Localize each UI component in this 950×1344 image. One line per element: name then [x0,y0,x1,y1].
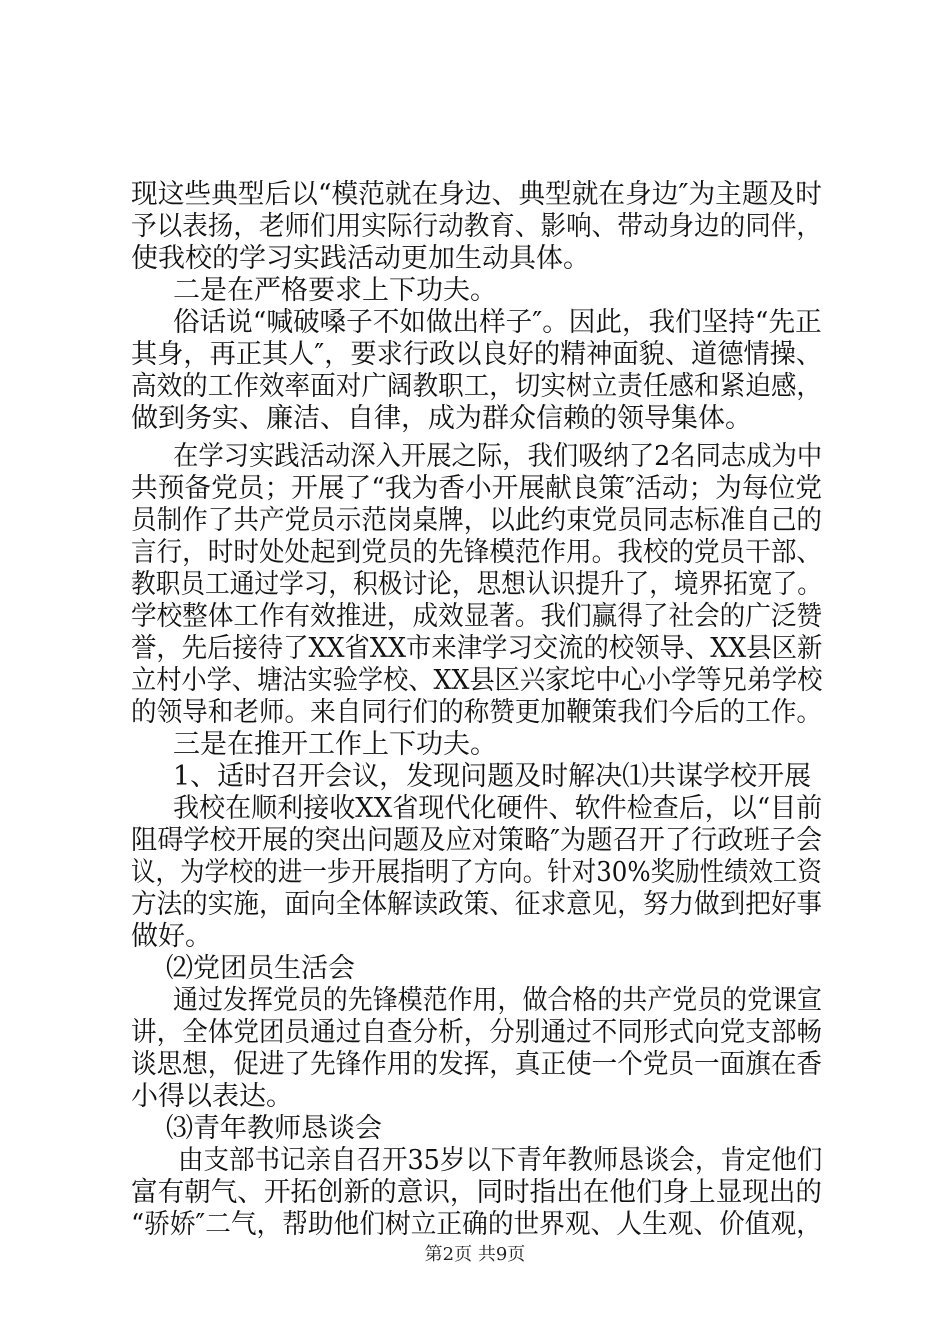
text-line: 小得以表达。 [131,1081,293,1112]
text-line: 做到务实、廉洁、自律，成为群众信赖的领导集体。 [131,403,752,434]
paragraph-start: 由支部书记亲自召开35岁以下青年教师恳谈会，肯定他们 [178,1145,823,1176]
text-line: 教职员工通过学习，积极讨论，思想认识提升了，境界拓宽了。 [131,569,822,600]
text-line: 富有朝气、开拓创新的意识，同时指出在他们身上显现出的 [131,1177,822,1208]
text-line: 言行，时时处处起到党员的先锋模范作用。我校的党员干部、 [131,537,823,568]
text-line: 使我校的学习实践活动更加生动具体。 [131,243,590,274]
paragraph-start: 在学习实践活动深入开展之际，我们吸纳了2名同志成为中 [173,441,823,472]
text-line: 员制作了共产党员示范岗桌牌，以此约束党员同志标准自己的 [131,505,823,536]
text-line: 讲，全体党团员通过自查分析，分别通过不同形式向党支部畅 [131,1017,823,1048]
section-heading: 三是在推开工作上下功夫。 [173,729,497,760]
section-heading: 二是在严格要求上下功夫。 [173,275,497,306]
subsection-heading: ⑵党团员生活会 [166,953,355,984]
subsection-heading: 1、适时召开会议，发现问题及时解决⑴共谋学校开展 [173,761,812,792]
text-line: 议，为学校的进一步开展指明了方向。针对30%奖励性绩效工资 [131,857,822,888]
paragraph-start: 俗话说“喊破嗓子不如做出样子″。因此，我们坚持“先正 [173,307,822,338]
text-line: 予以表扬，老师们用实际行动教育、影响、带动身边的同伴， [131,211,823,242]
text-line: 方法的实施，面向全体解读政策、征求意见，努力做到把好事 [131,889,823,920]
text-line: 阻碍学校开展的突出问题及应对策略″为题召开了行政班子会 [131,825,823,856]
text-line: 做好。 [131,921,212,952]
text-line: “骄娇″二气，帮助他们树立正确的世界观、人生观、价值观， [131,1209,822,1240]
text-line: 高效的工作效率面对广阔教职工，切实树立责任感和紧迫感， [131,371,823,402]
text-line: 现这些典型后以“模范就在身边、典型就在身边″为主题及时 [131,179,822,210]
text-line: 誉，先后接待了XX省XX市来津学习交流的校领导、XX县区新 [131,633,823,664]
text-line: 谈思想，促进了先锋作用的发挥，真正使一个党员一面旗在香 [131,1049,823,1080]
text-line: 的领导和老师。来自同行们的称赞更加鞭策我们今后的工作。 [131,697,823,728]
subsection-heading: ⑶青年教师恳谈会 [166,1113,382,1144]
paragraph-start: 我校在顺利接收XX省现代化硬件、软件检查后，以“目前 [173,793,823,824]
paragraph-start: 通过发挥党员的先锋模范作用，做合格的共产党员的党课宣 [173,985,822,1016]
text-line: 其身，再正其人″，要求行政以良好的精神面貌、道德情操、 [131,339,823,370]
page-number-footer: 第2页 共9页 [424,1244,526,1265]
text-line: 共预备党员；开展了“我为香小开展献良策″活动；为每位党 [131,473,822,504]
text-line: 学校整体工作有效推进，成效显著。我们赢得了社会的广泛赞 [131,601,823,632]
text-line: 立村小学、塘沽实验学校、XX县区兴家坨中心小学等兄弟学校 [131,665,823,696]
